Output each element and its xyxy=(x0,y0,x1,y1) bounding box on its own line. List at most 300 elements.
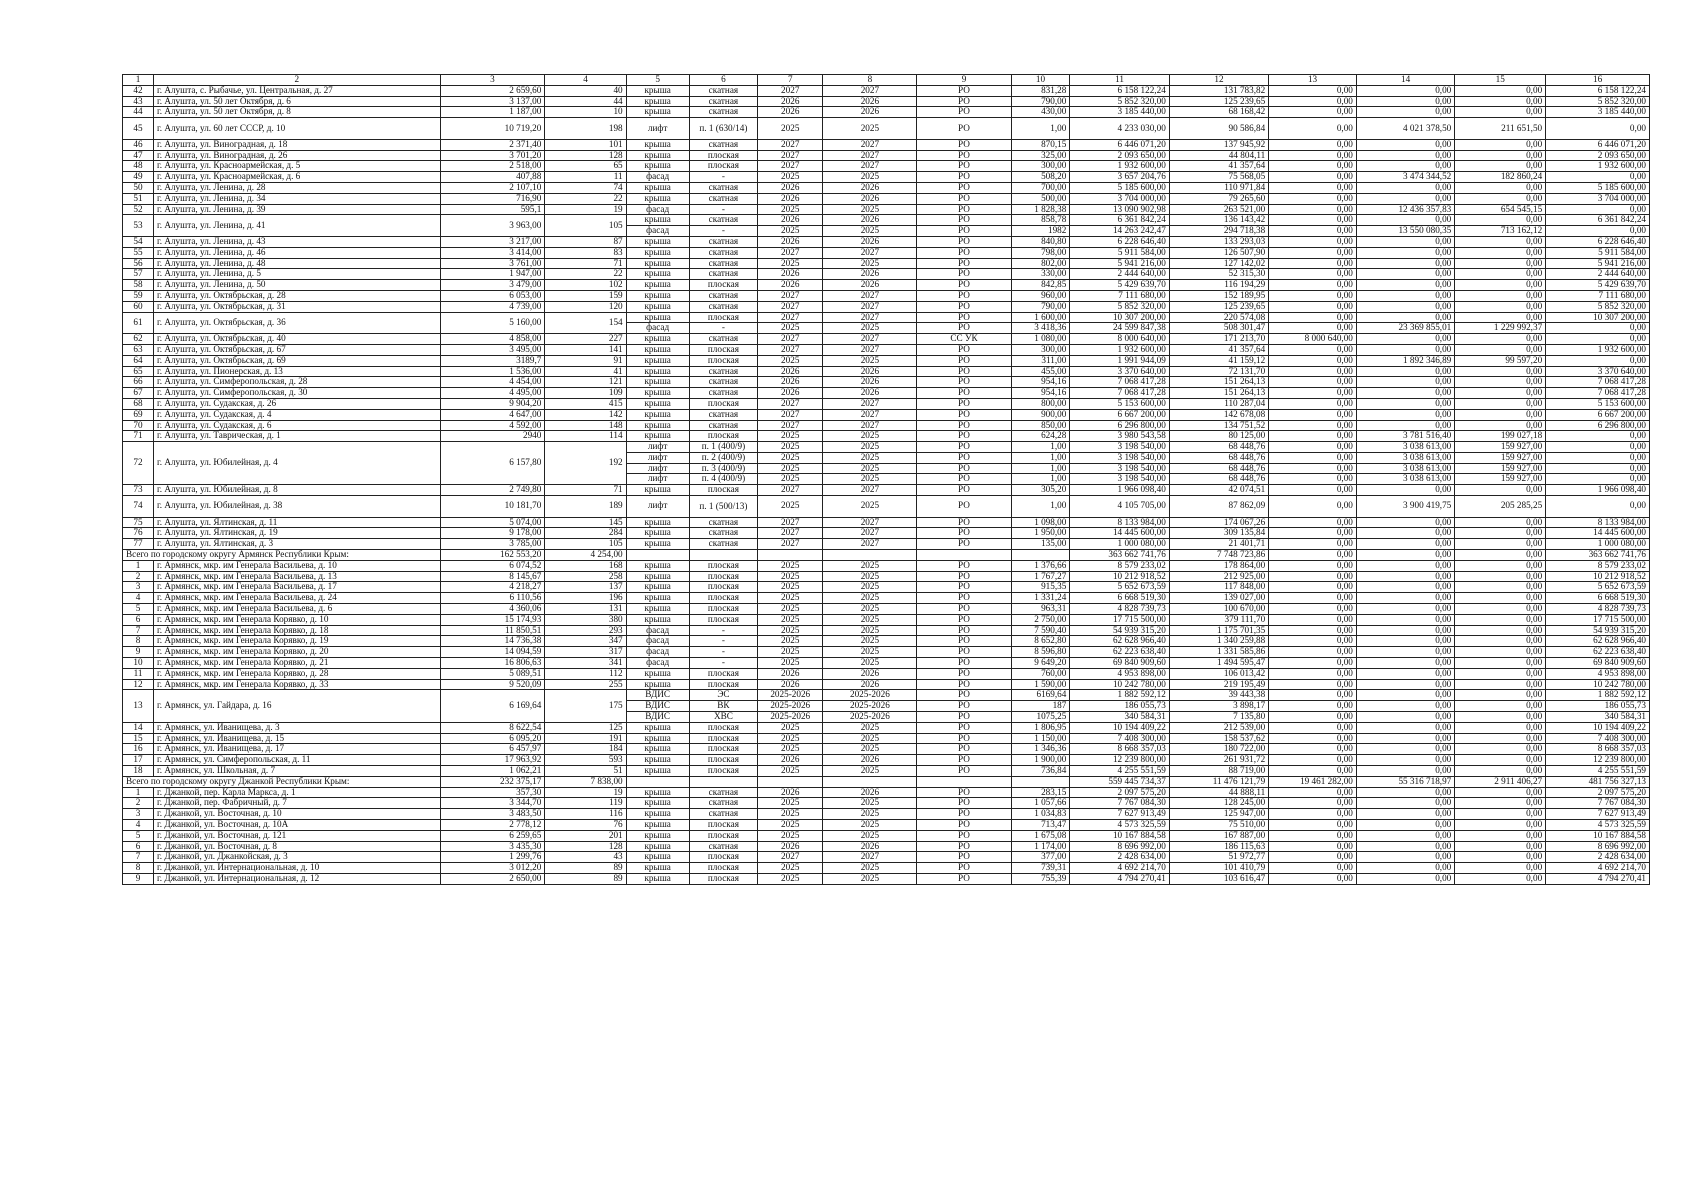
table-cell: крыша xyxy=(626,604,689,615)
table-row xyxy=(123,809,1650,820)
table-cell: 5 911 584,00 xyxy=(1546,247,1650,258)
table-cell: 5 852 320,00 xyxy=(1070,96,1169,107)
table-cell: 0,00 xyxy=(1269,539,1357,550)
table-cell: ВДИС xyxy=(626,690,689,701)
table-cell: крыша xyxy=(626,798,689,809)
table-cell: 2025 xyxy=(758,863,823,874)
table-cell: 2025 xyxy=(758,463,823,474)
table-cell: плоская xyxy=(689,744,757,755)
table-cell: 2026 xyxy=(758,841,823,852)
table-cell: 121 xyxy=(545,377,626,388)
table-cell: 127 142,02 xyxy=(1169,258,1268,269)
table-cell: 54 939 315,20 xyxy=(1546,625,1650,636)
table-cell: 2027 xyxy=(758,161,823,172)
table-cell: 340 584,31 xyxy=(1070,712,1169,723)
table-cell: 0,00 xyxy=(1356,485,1454,496)
table-cell: 6 074,52 xyxy=(440,560,545,571)
table-cell: 2025-2026 xyxy=(823,701,917,712)
table-cell: 0,00 xyxy=(1455,366,1546,377)
table-cell: 3 370 640,00 xyxy=(1070,366,1169,377)
table-cell: 0,00 xyxy=(1269,517,1357,528)
table-cell: ЭС xyxy=(689,690,757,701)
table-cell: 1 966 098,40 xyxy=(1070,485,1169,496)
table-cell: крыша xyxy=(626,301,689,312)
table-cell: 713 162,12 xyxy=(1455,226,1546,237)
table-cell: 2025 xyxy=(758,355,823,366)
table-cell: 4 495,00 xyxy=(440,388,545,399)
table-cell: 15 xyxy=(123,733,154,744)
table-cell: 4 105 705,00 xyxy=(1070,496,1169,518)
table-cell: 850,00 xyxy=(1011,420,1070,431)
table-row xyxy=(123,301,1650,312)
table-cell: 0,00 xyxy=(1455,560,1546,571)
table-cell: 112 xyxy=(545,668,626,679)
table-cell: 0,00 xyxy=(1356,290,1454,301)
table-cell: 137 xyxy=(545,582,626,593)
table-cell: 0,00 xyxy=(1269,258,1357,269)
table-cell: 1,00 xyxy=(1011,463,1070,474)
table-cell: 0,00 xyxy=(1455,85,1546,96)
table-cell: 0,00 xyxy=(1356,193,1454,204)
table-row xyxy=(123,290,1650,301)
table-cell: 0,00 xyxy=(1269,841,1357,852)
table-cell: 0,00 xyxy=(1269,85,1357,96)
total-cell xyxy=(917,776,1011,787)
table-cell: 139 027,00 xyxy=(1169,593,1268,604)
table-cell: 3 785,00 xyxy=(440,539,545,550)
table-cell: крыша xyxy=(626,85,689,96)
table-cell: 2027 xyxy=(823,409,917,420)
table-row xyxy=(123,366,1650,377)
table-cell: РО xyxy=(917,420,1011,431)
table-cell: 5 xyxy=(123,604,154,615)
table-cell: 2027 xyxy=(758,85,823,96)
table-cell: РО xyxy=(917,474,1011,485)
table-cell: 7 627 913,49 xyxy=(1546,809,1650,820)
table-cell: 0,00 xyxy=(1455,658,1546,669)
table-cell: п. 3 (400/9) xyxy=(689,463,757,474)
table-cell: крыша xyxy=(626,431,689,442)
column-header: 10 xyxy=(1011,75,1070,86)
table-cell: 0,00 xyxy=(1269,701,1357,712)
table-cell: 2025 xyxy=(823,204,917,215)
table-cell: скатная xyxy=(689,182,757,193)
table-cell: г. Алушта, ул. 50 лет Октября, д. 6 xyxy=(154,96,441,107)
table-cell: 0,00 xyxy=(1269,733,1357,744)
table-cell: 0,00 xyxy=(1455,150,1546,161)
table-cell: 106 013,42 xyxy=(1169,668,1268,679)
table-cell: РО xyxy=(917,258,1011,269)
table-cell: 508,20 xyxy=(1011,172,1070,183)
table-cell: 2026 xyxy=(823,841,917,852)
table-cell: 2025 xyxy=(758,204,823,215)
table-cell: плоская xyxy=(689,582,757,593)
table-cell: 116 xyxy=(545,809,626,820)
table-cell: 2027 xyxy=(823,517,917,528)
table-cell: 2027 xyxy=(758,301,823,312)
table-cell: 3 704 000,00 xyxy=(1546,193,1650,204)
table-cell: 2 778,12 xyxy=(440,819,545,830)
table-cell: крыша xyxy=(626,182,689,193)
table-cell: 19 xyxy=(545,204,626,215)
table-row xyxy=(123,85,1650,96)
table-cell: 88 719,00 xyxy=(1169,766,1268,777)
table-cell: 199 027,18 xyxy=(1455,431,1546,442)
table-cell: 50 xyxy=(123,182,154,193)
table-cell: 0,00 xyxy=(1356,215,1454,226)
table-cell: г. Армянск, мкр. им Генерала Васильева, д. 24 xyxy=(154,593,441,604)
table-cell: 0,00 xyxy=(1546,431,1650,442)
register-body xyxy=(123,75,1650,885)
table-cell: РО xyxy=(917,852,1011,863)
table-row xyxy=(123,560,1650,571)
table-cell: 125 xyxy=(545,722,626,733)
table-cell: 0,00 xyxy=(1356,636,1454,647)
table-cell: РО xyxy=(917,139,1011,150)
table-cell: 2 444 640,00 xyxy=(1546,269,1650,280)
column-header: 14 xyxy=(1356,75,1454,86)
table-cell: г. Алушта, ул. 50 лет Октября, д. 8 xyxy=(154,107,441,118)
table-cell: плоская xyxy=(689,431,757,442)
table-cell: 0,00 xyxy=(1546,355,1650,366)
table-cell: 205 285,25 xyxy=(1455,496,1546,518)
table-cell: 2027 xyxy=(758,312,823,323)
table-cell: г. Алушта, ул. Ленина, д. 39 xyxy=(154,204,441,215)
table-cell: 2025 xyxy=(823,118,917,140)
table-cell: г. Алушта, ул. Красноармейская, д. 6 xyxy=(154,172,441,183)
table-cell: 6 xyxy=(123,614,154,625)
table-cell: крыша xyxy=(626,819,689,830)
table-cell: 0,00 xyxy=(1269,301,1357,312)
table-cell: 2026 xyxy=(823,193,917,204)
total-cell xyxy=(689,776,757,787)
table-cell: 0,00 xyxy=(1356,712,1454,723)
total-cell xyxy=(758,550,823,561)
table-row xyxy=(123,312,1650,323)
table-cell: РО xyxy=(917,819,1011,830)
table-cell: плоская xyxy=(689,614,757,625)
table-cell: 2026 xyxy=(823,668,917,679)
table-cell: 22 xyxy=(545,193,626,204)
table-cell: 2026 xyxy=(823,236,917,247)
table-cell: РО xyxy=(917,517,1011,528)
table-cell: 14 445 600,00 xyxy=(1546,528,1650,539)
table-cell: 7 068 417,28 xyxy=(1070,388,1169,399)
table-cell: 7 135,80 xyxy=(1169,712,1268,723)
table-cell: 1 932 600,00 xyxy=(1546,344,1650,355)
table-cell: 0,00 xyxy=(1356,344,1454,355)
table-cell: 75 568,05 xyxy=(1169,172,1268,183)
table-cell: 0,00 xyxy=(1455,280,1546,291)
table-cell: г. Армянск, мкр. им Генерала Корявко, д. 18 xyxy=(154,625,441,636)
table-cell: 2025 xyxy=(823,604,917,615)
table-cell: 305,20 xyxy=(1011,485,1070,496)
table-cell: 0,00 xyxy=(1546,463,1650,474)
table-cell: г. Джанкой, ул. Восточная, д. 10А xyxy=(154,819,441,830)
table-cell: 14 263 242,47 xyxy=(1070,226,1169,237)
table-cell: крыша xyxy=(626,517,689,528)
table-cell: РО xyxy=(917,625,1011,636)
table-row xyxy=(123,819,1650,830)
table-cell: г. Алушта, ул. Октябрьская, д. 67 xyxy=(154,344,441,355)
table-cell: РО xyxy=(917,355,1011,366)
table-cell: г. Армянск, ул. Иванищева, д. 3 xyxy=(154,722,441,733)
table-cell: 1 xyxy=(123,787,154,798)
table-cell: 5 652 673,59 xyxy=(1070,582,1169,593)
table-row xyxy=(123,614,1650,625)
table-cell: лифт xyxy=(626,442,689,453)
table-cell: 3 701,20 xyxy=(440,150,545,161)
table-cell: плоская xyxy=(689,755,757,766)
table-cell: 186 055,73 xyxy=(1546,701,1650,712)
table-cell: крыша xyxy=(626,766,689,777)
table-cell: 1 590,00 xyxy=(1011,679,1070,690)
table-cell: г. Джанкой, ул. Джанкойская, д. 3 xyxy=(154,852,441,863)
table-cell: 2027 xyxy=(758,150,823,161)
table-cell: крыша xyxy=(626,841,689,852)
table-cell: 8 000 640,00 xyxy=(1070,334,1169,345)
table-cell: 0,00 xyxy=(1356,571,1454,582)
table-cell: РО xyxy=(917,712,1011,723)
table-cell: 2026 xyxy=(823,366,917,377)
table-cell: 2 749,80 xyxy=(440,485,545,496)
column-header: 4 xyxy=(545,75,626,86)
table-cell: 0,00 xyxy=(1269,852,1357,863)
table-cell: 300,00 xyxy=(1011,344,1070,355)
table-cell: 0,00 xyxy=(1455,377,1546,388)
table-cell: 3 185 440,00 xyxy=(1546,107,1650,118)
table-cell: 6 361 842,24 xyxy=(1546,215,1650,226)
table-cell: плоская xyxy=(689,873,757,884)
table-cell: 120 xyxy=(545,301,626,312)
table-cell: 67 xyxy=(123,388,154,399)
table-cell: 201 xyxy=(545,830,626,841)
table-cell: 5 153 600,00 xyxy=(1070,398,1169,409)
table-cell: 2025 xyxy=(823,582,917,593)
table-cell: 2027 xyxy=(758,409,823,420)
table-cell: 0,00 xyxy=(1269,496,1357,518)
table-row xyxy=(123,798,1650,809)
register-sheet xyxy=(122,74,1650,885)
table-cell: 2027 xyxy=(823,139,917,150)
table-cell: г. Армянск, мкр. им Генерала Корявко, д. 28 xyxy=(154,668,441,679)
table-cell: 0,00 xyxy=(1356,409,1454,420)
table-cell: РО xyxy=(917,280,1011,291)
table-cell: 13 xyxy=(123,690,154,722)
table-cell: 2025 xyxy=(758,172,823,183)
table-cell: РО xyxy=(917,485,1011,496)
table-cell: 0,00 xyxy=(1269,452,1357,463)
table-cell: 2026 xyxy=(758,787,823,798)
table-cell: 0,00 xyxy=(1269,809,1357,820)
table-cell: 255 xyxy=(545,679,626,690)
table-cell: г. Армянск, ул. Школьная, д. 7 xyxy=(154,766,441,777)
table-cell: 1 xyxy=(123,560,154,571)
table-cell: 76 xyxy=(123,528,154,539)
table-cell: фасад xyxy=(626,647,689,658)
table-cell: 2027 xyxy=(823,301,917,312)
table-cell: 17 715 500,00 xyxy=(1546,614,1650,625)
table-cell: 755,39 xyxy=(1011,873,1070,884)
table-cell: 2025 xyxy=(758,474,823,485)
table-cell: 340 584,31 xyxy=(1546,712,1650,723)
table-row xyxy=(123,571,1650,582)
table-cell: 0,00 xyxy=(1269,377,1357,388)
table-cell: 44 xyxy=(123,107,154,118)
table-cell: плоская xyxy=(689,485,757,496)
table-cell: 131 783,82 xyxy=(1169,85,1268,96)
table-cell: 2025 xyxy=(758,819,823,830)
table-cell: 10 167 884,58 xyxy=(1546,830,1650,841)
table-cell: 18 xyxy=(123,766,154,777)
table-cell: 76 xyxy=(545,819,626,830)
table-cell: 2025 xyxy=(758,830,823,841)
table-cell: 2027 xyxy=(758,344,823,355)
table-row xyxy=(123,96,1650,107)
table-cell: 430,00 xyxy=(1011,107,1070,118)
table-cell: плоская xyxy=(689,722,757,733)
table-cell: 16 806,63 xyxy=(440,658,545,669)
table-cell: 0,00 xyxy=(1455,269,1546,280)
table-cell: 2026 xyxy=(758,679,823,690)
table-cell: г. Алушта, ул. Октябрьская, д. 28 xyxy=(154,290,441,301)
total-cell xyxy=(626,550,689,561)
table-cell: 171 213,70 xyxy=(1169,334,1268,345)
table-cell: 2027 xyxy=(823,420,917,431)
table-cell: 0,00 xyxy=(1356,388,1454,399)
table-row xyxy=(123,204,1650,215)
total-cell: 232 375,17 xyxy=(440,776,545,787)
table-cell: 760,00 xyxy=(1011,668,1070,679)
table-row xyxy=(123,236,1650,247)
table-cell: 12 436 357,83 xyxy=(1356,204,1454,215)
table-cell: крыша xyxy=(626,290,689,301)
table-cell: 3 704 000,00 xyxy=(1070,193,1169,204)
table-cell: 4 739,00 xyxy=(440,301,545,312)
table-cell: 1 062,21 xyxy=(440,766,545,777)
table-cell: 22 xyxy=(545,269,626,280)
table-cell: 0,00 xyxy=(1455,398,1546,409)
table-row xyxy=(123,668,1650,679)
table-cell: 1,00 xyxy=(1011,474,1070,485)
table-cell: 3189,7 xyxy=(440,355,545,366)
table-cell: РО xyxy=(917,604,1011,615)
table-cell: 69 xyxy=(123,409,154,420)
table-cell: - xyxy=(689,323,757,334)
table-cell: 1 299,76 xyxy=(440,852,545,863)
table-cell: 0,00 xyxy=(1356,668,1454,679)
table-cell: 12 239 800,00 xyxy=(1546,755,1650,766)
table-cell: 117 848,00 xyxy=(1169,582,1268,593)
table-cell: 9 xyxy=(123,873,154,884)
table-cell: 70 xyxy=(123,420,154,431)
table-cell: скатная xyxy=(689,409,757,420)
table-cell: 2025 xyxy=(758,258,823,269)
table-row xyxy=(123,334,1650,345)
table-cell: г. Джанкой, пер. Фабричный, д. 7 xyxy=(154,798,441,809)
table-cell: 0,00 xyxy=(1269,204,1357,215)
table-cell: крыша xyxy=(626,258,689,269)
table-cell: 110 287,04 xyxy=(1169,398,1268,409)
table-cell: 2025 xyxy=(758,614,823,625)
table-cell: 10 xyxy=(123,658,154,669)
table-cell: 0,00 xyxy=(1356,798,1454,809)
table-cell: г. Армянск, мкр. им Генерала Корявко, д. 10 xyxy=(154,614,441,625)
table-row xyxy=(123,863,1650,874)
table-cell: 4 360,06 xyxy=(440,604,545,615)
table-cell: 2 097 575,20 xyxy=(1546,787,1650,798)
table-cell: 62 628 966,40 xyxy=(1070,636,1169,647)
table-cell: 133 293,03 xyxy=(1169,236,1268,247)
table-cell: 3 761,00 xyxy=(440,258,545,269)
table-cell: РО xyxy=(917,377,1011,388)
table-cell: 77 xyxy=(123,539,154,550)
table-cell: 3 495,00 xyxy=(440,344,545,355)
table-cell: 24 599 847,38 xyxy=(1070,323,1169,334)
table-cell: 44 888,11 xyxy=(1169,787,1268,798)
table-cell: 341 xyxy=(545,658,626,669)
table-cell: 0,00 xyxy=(1269,679,1357,690)
table-row xyxy=(123,496,1650,518)
table-cell: г. Армянск, мкр. им Генерала Васильева, д. 13 xyxy=(154,571,441,582)
table-cell: 10 212 918,52 xyxy=(1546,571,1650,582)
table-cell: 0,00 xyxy=(1356,107,1454,118)
table-cell: 0,00 xyxy=(1269,269,1357,280)
table-cell: г. Армянск, мкр. им Генерала Васильева, д. 17 xyxy=(154,582,441,593)
table-cell: 0,00 xyxy=(1455,636,1546,647)
table-cell: 0,00 xyxy=(1269,528,1357,539)
table-cell: 6 457,97 xyxy=(440,744,545,755)
table-cell: 17 xyxy=(123,755,154,766)
table-cell: 2025 xyxy=(758,733,823,744)
table-cell: 0,00 xyxy=(1455,485,1546,496)
table-cell: РО xyxy=(917,560,1011,571)
table-cell: РО xyxy=(917,722,1011,733)
table-cell: 0,00 xyxy=(1356,560,1454,571)
table-cell: 186 115,63 xyxy=(1169,841,1268,852)
table-cell: г. Алушта, ул. 60 лет СССР, д. 10 xyxy=(154,118,441,140)
table-cell: 700,00 xyxy=(1011,182,1070,193)
table-cell: 2025 xyxy=(823,452,917,463)
table-cell: 5 185 600,00 xyxy=(1546,182,1650,193)
table-cell: 159 927,00 xyxy=(1455,474,1546,485)
table-cell: 1 932 600,00 xyxy=(1070,344,1169,355)
table-cell: 219 195,49 xyxy=(1169,679,1268,690)
table-cell: 0,00 xyxy=(1356,755,1454,766)
table-cell: 2025 xyxy=(758,658,823,669)
table-cell: 15 174,93 xyxy=(440,614,545,625)
table-cell: 2026 xyxy=(758,193,823,204)
table-cell: 6 296 800,00 xyxy=(1070,420,1169,431)
table-cell: 2027 xyxy=(823,528,917,539)
table-cell: ВДИС xyxy=(626,701,689,712)
table-cell: г. Армянск, мкр. им Генерала Васильева, д. 6 xyxy=(154,604,441,615)
table-cell: 0,00 xyxy=(1269,215,1357,226)
table-cell: крыша xyxy=(626,312,689,323)
table-cell: 0,00 xyxy=(1455,809,1546,820)
table-row xyxy=(123,593,1650,604)
table-cell: 0,00 xyxy=(1546,442,1650,453)
table-cell: 2026 xyxy=(758,280,823,291)
table-cell: 52 315,30 xyxy=(1169,269,1268,280)
table-cell: плоская xyxy=(689,668,757,679)
table-cell: 6 110,56 xyxy=(440,593,545,604)
table-cell: 73 xyxy=(123,485,154,496)
column-header: 9 xyxy=(917,75,1011,86)
table-cell: 126 507,90 xyxy=(1169,247,1268,258)
table-cell: 2027 xyxy=(823,398,917,409)
table-cell: 2025 xyxy=(758,452,823,463)
